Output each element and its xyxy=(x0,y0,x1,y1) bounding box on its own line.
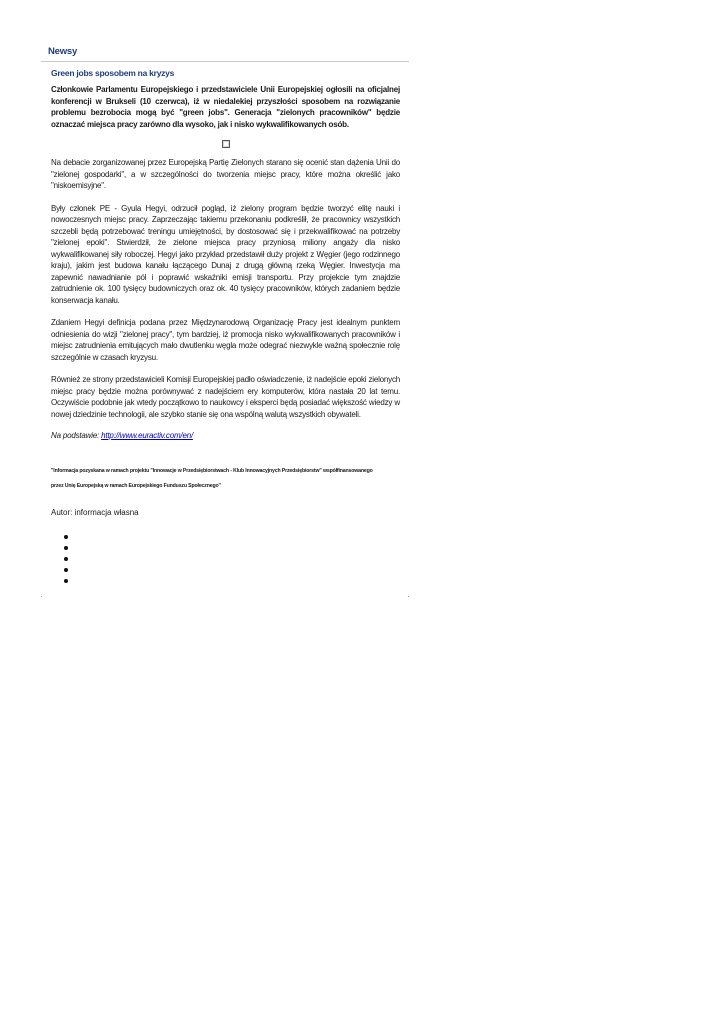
section-title: Newsy xyxy=(48,46,78,57)
author-line: Autor: informacja własna xyxy=(51,508,139,517)
page-corner-mark-left xyxy=(41,596,42,597)
article-paragraph-1: Na debacie zorganizowanej przez Europejską Partię Zielonych starano się ocenić stan dążenia Unii do "zielonej gospodarki", a w szczególności do tworzenia miejsc pracy, które można określić jako "niskoemisyjne". xyxy=(51,158,400,190)
article-paragraph-4: Również ze strony przedstawicieli Komisji Europejskiej padło oświadczenie, iż nadejście epoki zielonych miejsc pracy będzie można porównywać z nadejściem ery komputerów, która nastała 20 lat temu. Oczywiście podobnie jak wtedy początkowo to naukowcy i eksperci będą posiadać większość wiedzy w nowej dziedzinie technologii, ale szybko stanie się ona wspólną walutą wszystkich obywateli. xyxy=(51,375,400,419)
list-item xyxy=(64,531,400,542)
article-paragraph-2: Były członek PE - Gyula Hegyi, odrzucił pogląd, iż zielony program będzie tworzyć elitę nauki i nowoczesnych miejsc pracy. Zaprzeczając takiemu przekonaniu podkreślił, że pracownicy wszystkich szczebli będą potrzebować treningu umiejętności, by dostosować się i przekwalifikować na potrzeby "zielonej epoki". Stwierdził, że zielone miejsca pracy przyniosą miliony angaży dla nisko wykwalifikowanej siły roboczej. Hegyi jako przykład przedstawił duży projekt z Węgier (jego rodzinnego kraju), jakim jest budowa kanału łączącego Dunaj z drugą główną rzeką Węgier. Inwestycja ma zapewnić nawadnianie pól i poprawić wskaźniki emisji transportu. Przy projekcie tym znajdzie zatrudnienie ok. 100 tysięcy budowniczych oraz ok. 40 tysięcy pracowników, których zadaniem będzie konserwacja kanału. xyxy=(51,203,400,305)
page-corner-mark-right xyxy=(408,596,409,597)
funding-note-line-2: przez Unię Europejską w ramach Europejskiego Funduszu Społecznego" xyxy=(51,483,221,489)
broken-image-icon xyxy=(222,140,230,148)
article-lead: Członkowie Parlamentu Europejskiego i przedstawiciele Unii Europejskiej ogłosili na oficjalnej konferencji w Brukseli (10 czerwca), iż w niedalekiej przyszłości sposobem na rozwiązanie problemu bezrobocia mogą być "green jobs". Generacja "zielonych pracowników" będzie oznaczać miejsca pracy zarówno dla wysoko, jak i nisko wykwalifikowanych osób. xyxy=(51,85,400,129)
document-page xyxy=(41,40,409,600)
empty-bullet-list xyxy=(51,531,400,586)
article-paragraph-3: Zdaniem Hegyi definicja podana przez Międzynarodową Organizację Pracy jest idealnym punktem odniesienia do wizji "zielonej pracy", tym bardziej, iż promocja nisko wykwalifikowanych pracowników i miejsc zatrudnienia emitujących mało dwutlenku węgla może odegrać niezwykle ważną społecznie rolę szczególnie w czasach kryzysu. xyxy=(51,318,400,362)
source-line xyxy=(51,431,400,440)
header-divider xyxy=(41,61,409,62)
list-item xyxy=(64,553,400,564)
funding-note-line-1: "Informacja pozyskana w ramach projektu "Innowacje w Przedsiębiorstwach - Klub Innowacyjnych Przedsiębiorstw" współfinansowanego xyxy=(51,468,373,474)
article-title: Green jobs sposobem na kryzys xyxy=(51,68,175,78)
source-link[interactable]: http://www.euractiv.com/en/ xyxy=(101,431,193,440)
list-item xyxy=(64,542,400,553)
funding-note xyxy=(51,464,400,494)
list-item xyxy=(64,575,400,586)
article xyxy=(51,68,400,586)
source-label: Na podstawie: xyxy=(51,431,100,440)
list-item xyxy=(64,564,400,575)
